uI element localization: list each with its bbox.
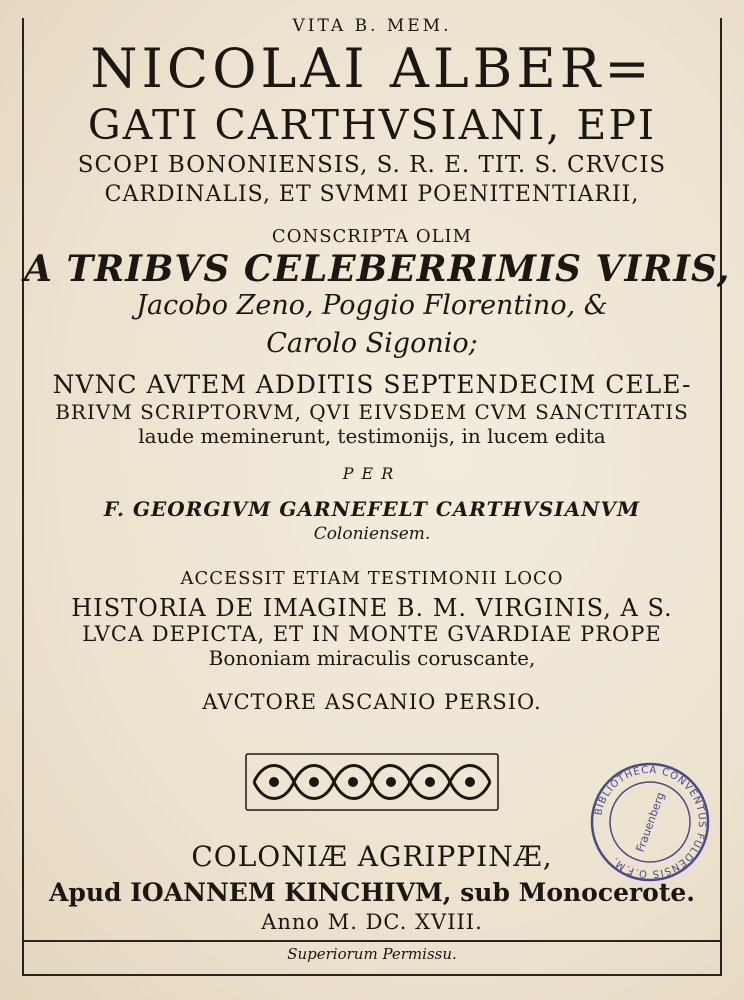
stamp-center-text: Frauenberg — [633, 790, 668, 854]
subtitle-line-1: CONSCRIPTA OLIM — [271, 226, 473, 247]
header-line: VITA B. MEM. — [292, 16, 452, 36]
imprint-year: Anno M. DC. XVIII. — [261, 910, 483, 934]
appendix-line-3: LVCA DEPICTA, ET IN MONTE GVARDIAE PROPE — [82, 622, 662, 646]
authors-line-1: Jacobo Zeno, Poggio Florentino, & — [136, 290, 608, 321]
subtitle-line-2: A TRIBVS CELEBERRIMIS VIRIS, — [24, 248, 731, 290]
printers-ornament — [244, 752, 500, 812]
editor-line: F. GEORGIVM GARNEFELT CARTHVSIANVM — [103, 497, 641, 521]
appendix-line-4: Bononiam miraculis coruscante, — [208, 646, 536, 670]
stamp-ring-text: BIBLIOTHECA CONVENTUS FULDENSIS O.F.M. — [593, 764, 708, 880]
additions-line-2: BRIVM SCRIPTORVM, QVI EIVSDEM CVM SANCTITATIS — [55, 400, 689, 424]
title-line-3: SCOPI BONONIENSIS, S. R. E. TIT. S. CRVCIS — [77, 152, 667, 178]
permission-line: Superiorum Permissu. — [287, 945, 457, 963]
title-line-4: CARDINALIS, ET SVMMI POENITENTIARII, — [104, 182, 640, 207]
appendix-line-2: HISTORIA DE IMAGINE B. M. VIRGINIS, A S. — [71, 594, 673, 622]
editor-origin-line: Coloniensem. — [313, 524, 431, 544]
appendix-author-line: AVCTORE ASCANIO PERSIO. — [202, 690, 542, 714]
title-line-2: GATI CARTHVSIANI, EPI — [87, 101, 657, 149]
title-line-1: NICOLAI ALBER= — [90, 37, 654, 100]
footer-rule — [22, 940, 722, 942]
additions-line-3: laude meminerunt, testimonijs, in lucem edita — [138, 424, 606, 448]
authors-line-2: Carolo Sigonio; — [266, 328, 478, 359]
per-line: PER — [342, 464, 402, 483]
appendix-line-1: ACCESSIT ETIAM TESTIMONII LOCO — [180, 568, 564, 589]
imprint-printer: Apud IOANNEM KINCHIVM, sub Monocerote. — [49, 878, 695, 907]
additions-line-1: NVNC AVTEM ADDITIS SEPTENDECIM CELE- — [52, 370, 692, 399]
imprint-place: COLONIÆ AGRIPPINÆ, — [191, 840, 553, 873]
